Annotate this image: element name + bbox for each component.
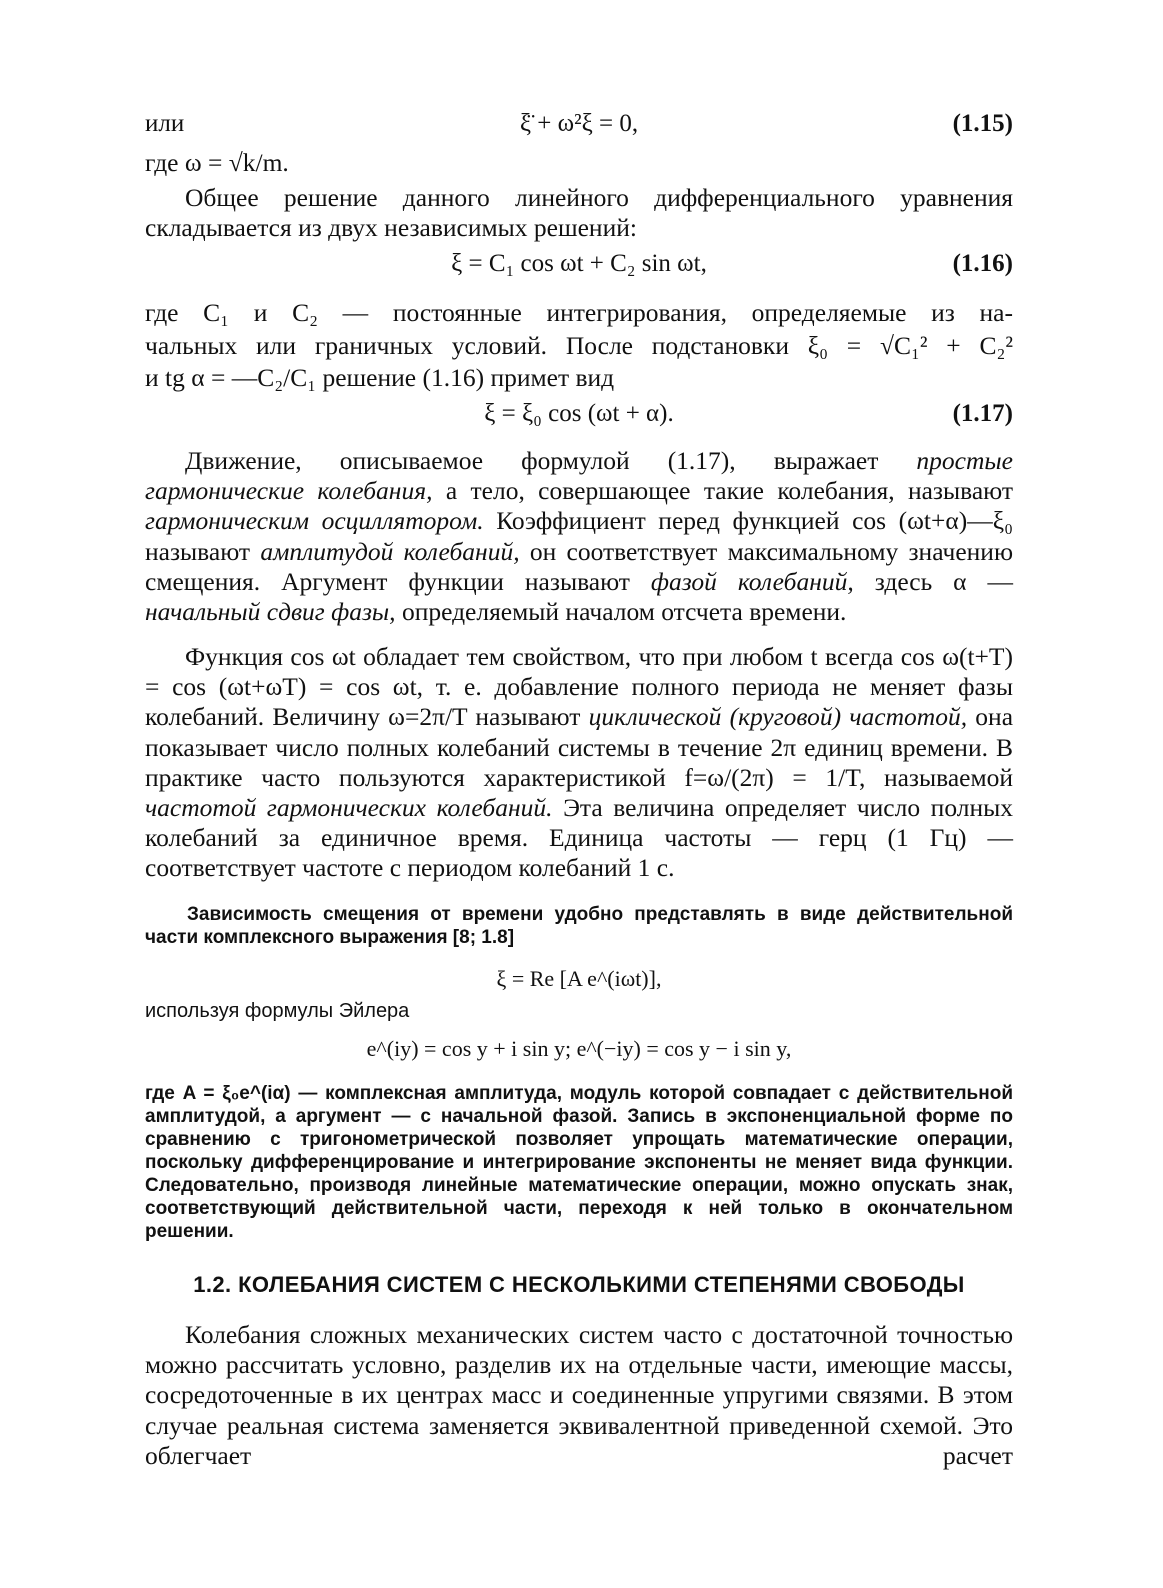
equation-real-part: ξ = Re [A e^(iωt)],	[496, 966, 662, 991]
term-initial-phase-shift: начальный сдвиг фазы,	[145, 597, 396, 627]
equation-formula: ξ = ξ₀ cos (ωt + α).	[484, 400, 674, 427]
paragraph-general-solution: Общее решение данного линейного дифференциального уравнения складывается из двух независимых решений:	[145, 183, 1013, 243]
text: Эта величина определяет число полных колебаний за единичное время. Единица частоты — герц (1 Гц) — соответствует частоте с периодом колебаний 1 с.	[145, 793, 1013, 883]
text: Движение, описываемое формулой (1.17), выражает	[185, 446, 917, 475]
paragraph-complex-systems: Колебания сложных механических систем часто с достаточной точностью можно рассчитать условно, разделив их на отдельные части, имеющие массы, сосредоточенные в их центрах масс и соединенные упругими связями. В этом случае реальная система заменяется эквивалентной приведенной схемой. Это облегчает расчет	[145, 1320, 1013, 1470]
term-simple-harmonic-oscillations: простые гармонические колебания,	[145, 446, 1013, 506]
equation-euler: e^(iy) = cos y + i sin y; e^(−iy) = cos y − i sin y,	[366, 1036, 792, 1061]
equation-1-16	[145, 250, 1013, 286]
paragraph-harmonic-motion	[145, 446, 1013, 627]
equation-number: (1.17)	[952, 400, 1013, 427]
paragraph-constants-line-2: чальных или граничных условий. После подстановки ξ₀ = √C₁² + C₂²	[145, 331, 1013, 360]
equation-1-17	[145, 400, 1013, 436]
equation-number: (1.15)	[952, 110, 1013, 137]
text: здесь α —	[853, 566, 1013, 596]
euler-intro: используя формулы Эйлера	[145, 1000, 410, 1022]
note-complex-amplitude: где A = ξ₀e^(iα) — комплексная амплитуда, модуль которой совпадает с действительной амплитудой, а аргумент — с начальной фазой. Запись в экспоненциальной форме по сравнению с тригонометрической позволяет упрощать математические операции, поскольку дифференцирование и интегрирование экспоненты не меняет вида функции. Следовательно, производя линейные математические операции, можно опускать знак, соответствующий действительной части, переходя к ней только в окончательном решении.	[145, 1083, 1013, 1242]
term-cyclic-frequency: циклической (круговой) частотой,	[588, 702, 968, 732]
text: она показывает число полных колебаний системы в течение 2π единиц времени. В практике часто пользуются характеристикой f=ω/(2π) = 1/T, называемой	[145, 702, 1014, 792]
term-phase: фазой колебаний,	[650, 566, 854, 596]
omega-definition: где ω = √k/m.	[145, 148, 289, 177]
paragraph-constants-line-1: где C₁ и C₂ — постоянные интегрирования, определяемые из на-	[145, 298, 1013, 327]
equation-formula: ξ̈ + ω²ξ = 0,	[519, 110, 639, 137]
section-heading: 1.2. КОЛЕБАНИЯ СИСТЕМ С НЕСКОЛЬКИМИ СТЕПЕНЯМИ СВОБОДЫ	[193, 1272, 965, 1297]
note-complex-representation: Зависимость смещения от времени удобно представлять в виде действительной части комплексного выражения [8; 1.8]	[145, 904, 1013, 948]
text: он соответствует максимальному значению смещения. Аргумент функции называют	[145, 536, 1013, 596]
term-amplitude: амплитудой колебаний,	[260, 536, 520, 566]
text: Коэффициент перед функцией cos (ωt+α)—ξ₀ называют	[145, 506, 1013, 566]
text: определяемый началом отсчета времени.	[395, 597, 847, 627]
term-harmonic-oscillator: гармоническим осциллятором.	[145, 506, 484, 536]
text: а тело, совершающее такие колебания, называют	[432, 476, 1013, 506]
term-harmonic-frequency: частотой гармонических колебаний.	[145, 793, 553, 823]
equation-lead-word: или	[145, 110, 185, 137]
equation-formula: ξ = C₁ cos ωt + C₂ sin ωt,	[451, 250, 707, 277]
text: Функция cos ωt обладает тем свойством, что при любом t всегда cos ω(t+T) = cos (ωt+ωT) = cos ωt, т. е. добавление полного периода не меняет фазы колебаний. Величину ω=2π/T называют	[145, 642, 1013, 732]
equation-number: (1.16)	[952, 250, 1013, 277]
paragraph-cyclic-frequency	[145, 642, 1013, 884]
paragraph-constants-line-3: и tg α = —C₂/C₁ решение (1.16) примет вид	[145, 363, 615, 392]
equation-1-15	[145, 110, 1013, 146]
